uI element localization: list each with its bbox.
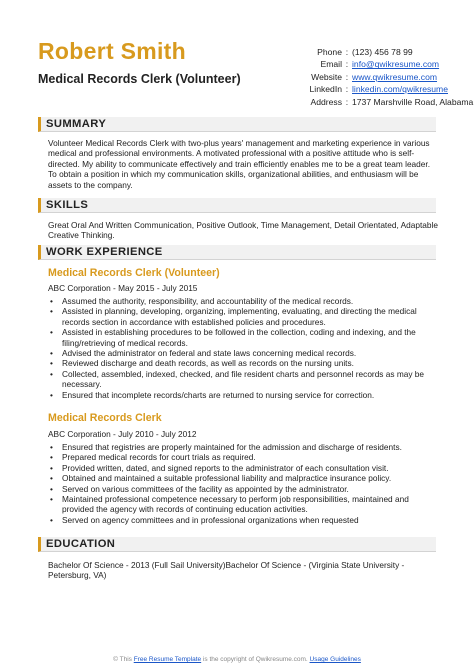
contact-website: Website : www.qwikresume.com	[276, 71, 473, 83]
list-item: • Ensured that registries are properly maintained for the admission and discharge of residents.	[48, 442, 440, 452]
list-item: • Obtained and maintained a suitable professional liability and malpractice insurance policy.	[48, 473, 440, 483]
contact-address: Address : 1737 Marshville Road, Alabama	[276, 96, 473, 108]
email-link[interactable]: info@qwikresume.com	[352, 59, 440, 70]
list-item: • Collected, assembled, indexed, checked, and file resident charts and personnel records as may be necessary.	[48, 369, 440, 390]
list-item: • Assisted in establishing procedures to be followed in the collection, coding and indexing, and the filing/retrieving of medical records.	[48, 327, 440, 348]
footer	[0, 656, 474, 663]
list-item: • Prepared medical records for court trials as required.	[48, 452, 440, 462]
address-value: 1737 Marshville Road, Alabama	[352, 96, 474, 107]
footer-copyright: is the copyright of Qwikresume.com.	[202, 656, 308, 663]
usage-guidelines-link[interactable]: Usage Guidelines	[309, 656, 361, 663]
job-role: Medical Records Clerk	[48, 412, 162, 424]
section-education-heading: EDUCATION	[38, 537, 436, 552]
list-item: • Reviewed discharge and death records, as well as records on the nursing units.	[48, 358, 440, 368]
job-title: Medical Records Clerk (Volunteer)	[38, 72, 241, 86]
job-bullets	[48, 442, 440, 525]
contact-label: Email	[320, 59, 342, 70]
free-template-link[interactable]: Free Resume Template	[133, 656, 202, 663]
footer-prefix: © This	[113, 656, 132, 663]
section-summary-heading: SUMMARY	[38, 117, 436, 132]
contact-phone: Phone : (123) 456 78 99	[276, 46, 473, 58]
linkedin-link[interactable]: linkedin.com/qwikresume	[352, 84, 448, 95]
contact-label: Phone	[317, 47, 342, 57]
candidate-name: Robert Smith	[38, 38, 186, 64]
section-experience-heading: WORK EXPERIENCE	[38, 245, 436, 260]
summary-text: Volunteer Medical Records Clerk with two-plus years' management and marketing experience in various medical and professional environments. A motivated professional with a positive attitude who is self-directed. My ability to communicate effectively and train efficiently enables me to be a great team leader. To obtain a position in which my communication skills, organizational abilities, and enthusiasm will be assets to the company.	[48, 138, 431, 190]
section-skills-heading: SKILLS	[38, 198, 436, 213]
education-text: Bachelor Of Science - 2013 (Full Sail University)Bachelor Of Science - (Virginia State University - Petersburg, VA)	[48, 560, 405, 581]
list-item: • Advised the administrator on federal and state laws concerning medical records.	[48, 348, 440, 358]
contact-label: Address	[310, 96, 342, 107]
list-item: • Served on various committees of the facility as appointed by the administrator.	[48, 484, 440, 494]
list-item: • Provided written, dated, and signed reports to the administrator of each consultation visit.	[48, 463, 440, 473]
contact-linkedin: LinkedIn : linkedin.com/qwikresume	[276, 83, 473, 95]
list-item: • Ensured that incomplete records/charts are returned to nursing service for correction.	[48, 390, 440, 400]
contact-label: Website	[311, 71, 342, 82]
skills-text: Great Oral And Written Communication, Positive Outlook, Time Management, Detail Orientated, Adaptable Creative Thinking.	[48, 220, 438, 241]
list-item: • Assumed the authority, responsibility, and accountability of the medical records.	[48, 296, 440, 306]
list-item: • Maintained professional competence necessary to perform job responsibilities, maintained and provided the agency with records of continuing education activities.	[48, 494, 440, 515]
job-bullets	[48, 296, 440, 400]
job-meta: ABC Corporation - July 2010 - July 2012	[48, 429, 197, 439]
website-link[interactable]: www.qwikresume.com	[352, 71, 438, 82]
contact-label: LinkedIn	[309, 84, 342, 95]
job-role: Medical Records Clerk (Volunteer)	[48, 267, 220, 279]
list-item: • Served on agency committees and in professional organizations when requested	[48, 515, 440, 525]
contact-email: Email : info@qwikresume.com	[276, 58, 473, 70]
phone-value: (123) 456 78 99	[352, 47, 413, 57]
contact-block	[276, 46, 473, 108]
list-item: • Assisted in planning, developing, organizing, implementing, evaluating, and directing the medical records section in accordance with established policies and procedures.	[48, 306, 440, 327]
job-meta: ABC Corporation - May 2015 - July 2015	[48, 283, 198, 293]
